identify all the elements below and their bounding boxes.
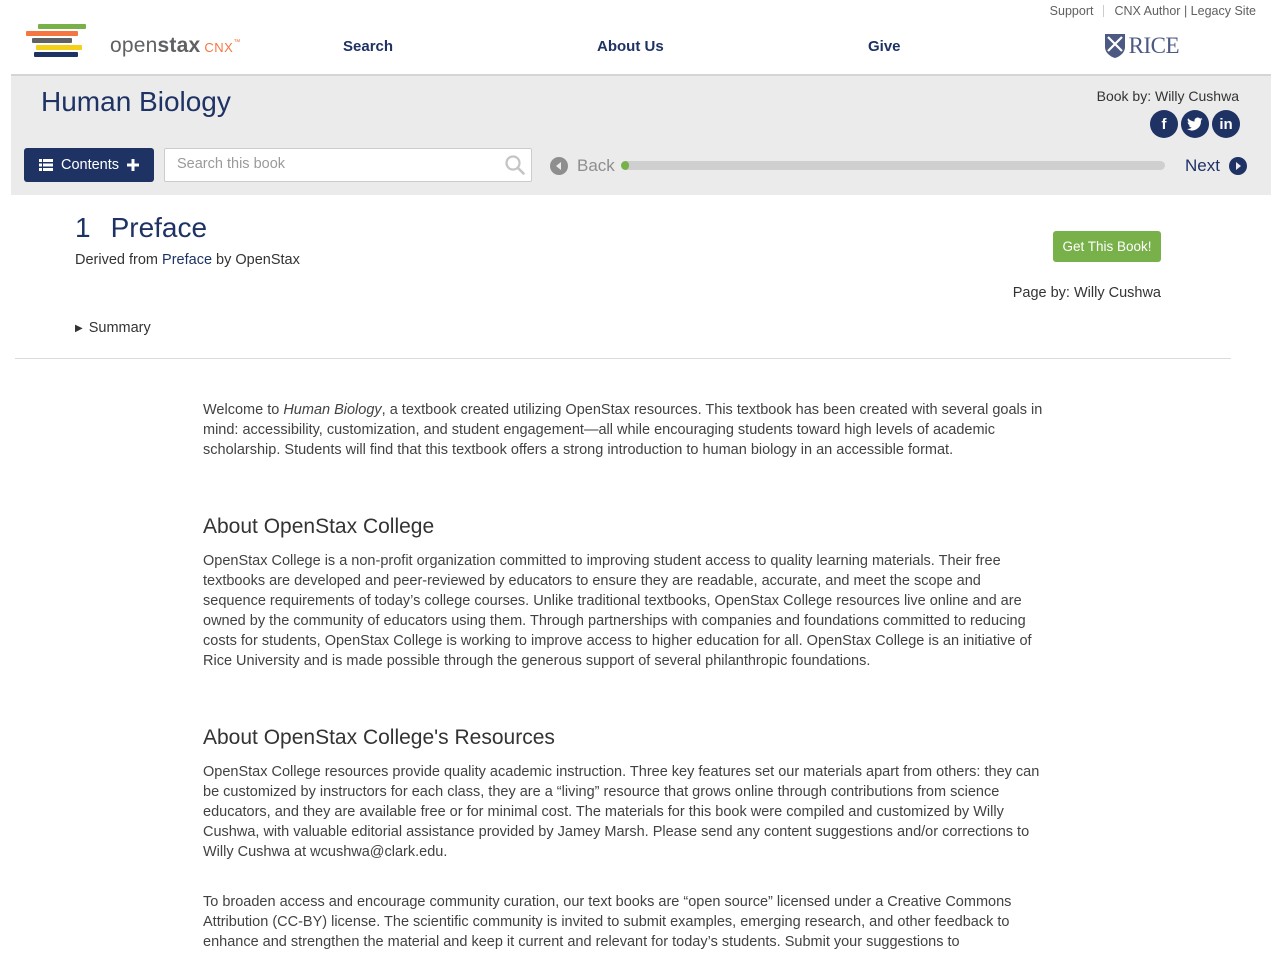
intro-paragraph: Welcome to Human Biology, a textbook created utilizing OpenStax resources. This textbook has been created with several goals in mind: accessibility, customization, and student engagement—all while encouraging students toward high levels of academic scholarship. Students will find that this textbook offers a strong introduction to human biology in an accessible format. bbox=[203, 402, 1043, 458]
derived-suffix: by OpenStax bbox=[216, 252, 300, 268]
resources-paragraph: OpenStax College resources provide quality academic instruction. Three key features set our materials apart from others: they can be customized by instructors for each class, they are a “living” resource that grows online through contributions from science educators, and they are available free or for minimal cost. The materials for this book were compiled and customized by Willy Cushwa, with valuable editorial assistance provided by Jamey Marsh. Please send any content suggestions and/or corrections to Willy Cushwa at wcushwa@clark.edu. bbox=[203, 764, 1040, 860]
back-arrow-icon bbox=[550, 157, 568, 175]
page-author: Page by: Willy Cushwa bbox=[1012, 285, 1161, 301]
page-content bbox=[203, 400, 1043, 952]
support-link[interactable]: Support bbox=[1049, 4, 1094, 18]
caret-right-icon: ▶ bbox=[75, 322, 83, 334]
plus-icon bbox=[127, 159, 139, 171]
back-button[interactable] bbox=[550, 156, 615, 176]
back-label: Back bbox=[577, 156, 615, 175]
book-progress-bar bbox=[621, 161, 1165, 170]
contents-button[interactable] bbox=[24, 148, 154, 182]
license-paragraph: To broaden access and encourage community curation, our text books are “open source” licensed under a Creative Commons Attribution (CC-BY) license. The scientific community is invited to submit examples, emerging research, and other feedback to enhance and strengthen the material and keep it current and relevant for today’s students. Submit your suggestions to bbox=[203, 894, 1012, 950]
book-search-input[interactable] bbox=[165, 149, 509, 179]
progress-fill bbox=[621, 161, 629, 170]
page-header bbox=[75, 212, 300, 268]
header-divider bbox=[15, 358, 1231, 359]
book-author: Book by: Willy Cushwa bbox=[1096, 88, 1239, 104]
openstax-cnx-logo[interactable] bbox=[26, 24, 241, 66]
derived-source-link[interactable]: Preface bbox=[162, 252, 213, 268]
logo-book-stripe bbox=[34, 52, 78, 57]
rice-wordmark: RICE bbox=[1128, 33, 1179, 58]
get-this-book-button[interactable]: Get This Book! bbox=[1053, 231, 1161, 262]
linkedin-icon[interactable]: in bbox=[1212, 110, 1240, 138]
page-title bbox=[75, 212, 300, 244]
social-share bbox=[1150, 110, 1240, 138]
next-arrow-icon bbox=[1229, 157, 1247, 175]
cnx-author-link[interactable]: CNX Author bbox=[1114, 4, 1181, 18]
nav-give[interactable]: Give bbox=[868, 38, 901, 55]
pipe-separator: | bbox=[1180, 4, 1191, 18]
facebook-icon[interactable]: f bbox=[1150, 110, 1178, 138]
top-navigation bbox=[11, 0, 1271, 76]
next-button[interactable] bbox=[1185, 156, 1247, 176]
summary-label: Summary bbox=[88, 320, 151, 336]
logo-book-stripe bbox=[38, 24, 86, 29]
logo-book-stripe bbox=[32, 38, 72, 43]
next-label: Next bbox=[1185, 156, 1220, 175]
derived-from bbox=[75, 252, 300, 268]
rice-shield-icon bbox=[1104, 33, 1126, 59]
legacy-site-link[interactable]: Legacy Site bbox=[1190, 4, 1256, 18]
book-search bbox=[164, 148, 532, 182]
logo-book-stripe bbox=[26, 31, 78, 36]
heading-about-openstax: About OpenStax College bbox=[203, 515, 435, 538]
heading-resources: About OpenStax College's Resources bbox=[203, 726, 555, 749]
nav-search[interactable]: Search bbox=[343, 38, 394, 55]
book-header bbox=[11, 76, 1271, 195]
logo-book-stripe bbox=[36, 45, 82, 50]
twitter-icon[interactable] bbox=[1181, 110, 1209, 138]
contents-label: Contents bbox=[60, 157, 120, 173]
rice-logo[interactable] bbox=[1104, 33, 1179, 59]
page-number: 1 bbox=[75, 212, 91, 243]
book-title: Human Biology bbox=[41, 86, 231, 117]
derived-prefix: Derived from bbox=[75, 252, 158, 268]
page-title-text: Preface bbox=[110, 212, 208, 243]
summary-toggle[interactable] bbox=[75, 320, 151, 336]
about-paragraph: OpenStax College is a non-profit organization committed to improving student access to quality learning materials. Their free textbooks are developed and peer-reviewed by educators to ensure they are readable, accurate, and meet the scope and sequence requirements of today’s college courses. Unlike traditional textbooks, OpenStax College resources live online and are owned by the community of educators using them. Through partnerships with companies and foundations committed to reducing costs for students, OpenStax College is working to improve access to higher education for all. OpenStax College is an initiative of Rice University and is made possible through the generous support of several philanthropic foundations. bbox=[203, 553, 1032, 669]
logo-wordmark: openstax CNX™ bbox=[110, 34, 241, 57]
nav-about-us[interactable]: About Us bbox=[597, 38, 664, 55]
search-icon[interactable] bbox=[505, 155, 525, 175]
list-icon bbox=[39, 159, 53, 171]
